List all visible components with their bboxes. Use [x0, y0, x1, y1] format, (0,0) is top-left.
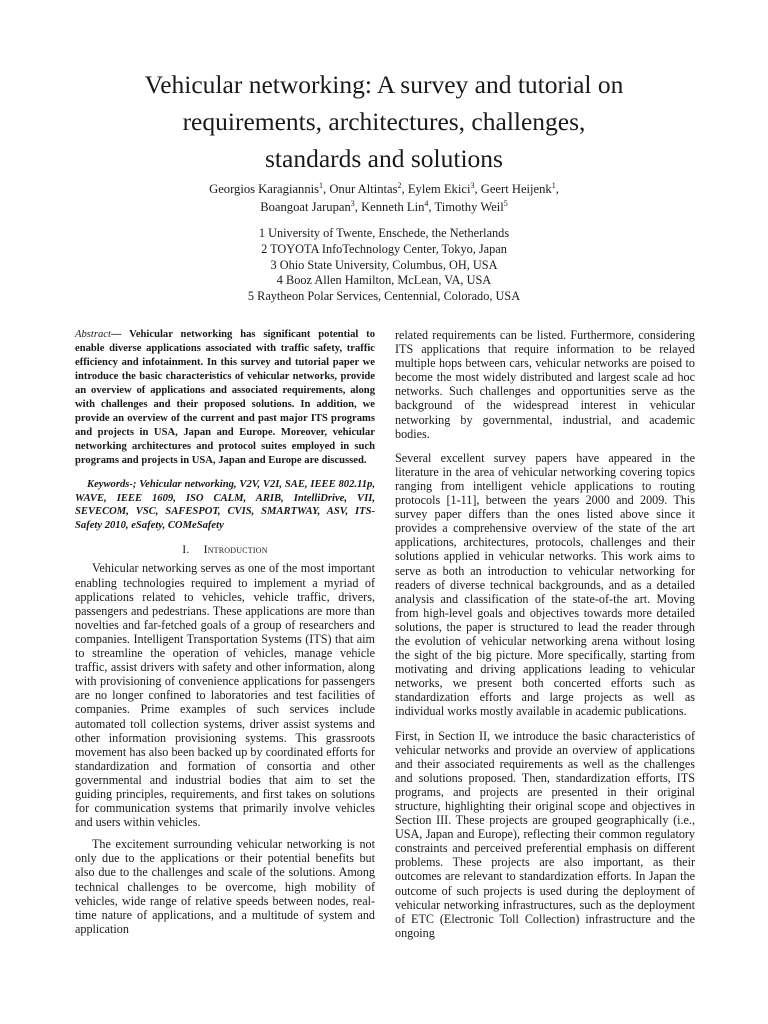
author-name: Boangoat Jarupan	[260, 200, 351, 214]
author-separator: ,	[323, 182, 330, 196]
author-affiliation-mark: 1	[319, 180, 324, 190]
author-affiliation-mark: 4	[424, 198, 429, 208]
author-separator: ,	[401, 182, 408, 196]
author-name: Onur Altintas	[329, 182, 398, 196]
author-line	[100, 198, 668, 216]
author-separator: ,	[354, 200, 362, 214]
body-paragraph: related requirements can be listed. Furthermore, considering ITS applications that require information to be relayed multiple hops between cars, vehicular networks are poised to become the most widely distributed and largest scale ad hoc networks. Such challenges and opportunities serve as the background of the widespread interest in vehicular networking by governmental, industrial, and academic bodies.	[395, 328, 695, 441]
author-name: Timothy Weil	[434, 200, 504, 214]
paper-title	[70, 66, 698, 177]
keywords: Keywords-; Vehicular networking, V2V, V2I, SAE, IEEE 802.11p, WAVE, IEEE 1609, ISO CALM, ARIB, IntelliDrive, VII, SEVECOM, VSC, SAFESPOT, CVIS, SMARTWAY, ASV, ITS-Safety 2010, eSafety, COMeSafety	[75, 479, 375, 531]
title-line: Vehicular networking: A survey and tutorial on	[144, 70, 624, 99]
abstract-text: Vehicular networking has significant potential to enable diverse applications associated with traffic safety, traffic efficiency and infotainment. In this survey and tutorial paper we introduce the basic characteristics of vehicular networks, provide an overview of applications and associated requirements, along with challenges and their proposed solutions. In addition, we provide an overview of the current and past major ITS programs and projects in USA, Japan and Europe. Moreover, vehicular networking architectures and protocol suites employed in such programs and projects in USA, Japan and Europe are discussed.	[75, 329, 375, 466]
left-column	[75, 328, 375, 936]
body-paragraph: Vehicular networking serves as one of the most important enabling technologies required to implement a myriad of applications related to vehicles, vehicle traffic, drivers, passengers and pedestrians. These applications are more than novelties and far-fetched goals of a group of researchers and companies. Intelligent Transportation Systems (ITS) that aim to streamline the operation of vehicles, manage vehicle traffic, assist drivers with safety and other information, along with provisioning of convenience applications for passengers are no longer confined to laboratories and test facilities of companies. Prime examples of such services include automated toll collection systems, driver assist systems and other information provisioning systems. This grassroots movement has also been backed up by coordinated efforts for standardization and formation of consortia and other governmental and industrial bodies that aim to set the guiding principles, requirements, and first takes on solutions for communication systems that primarily involve vehicles and users within vehicles.	[75, 561, 375, 830]
body-paragraph: Several excellent survey papers have appeared in the literature in the area of vehicular networking covering topics ranging from intelligent vehicle applications to routing protocols [1-11], between the years 2000 and 2009. This survey paper differs than the ones listed above since it provides a comprehensive overview of the state of the art applications, architectures, protocols, challenges and their solutions applied in vehicular networks. This work aims to serve as both an introduction to vehicular networking for readers of diverse technical backgrounds, and as a detailed analysis and classification of the state-of-the art. Moving from high-level goals and objectives towards more detailed solutions, the paper is structured to lead the reader through the evolution of vehicular networking arena without losing the sight of the big picture. More specifically, starting from motivating and driving applications leading to vehicular networks, we present both concerted efforts such as standardization efforts and large projects as well as individual works mostly available in academic publications.	[395, 450, 695, 719]
abstract	[75, 328, 375, 468]
abstract-dash: —	[110, 329, 130, 340]
author-affiliation-mark: 1	[551, 180, 556, 190]
author-affiliation-mark: 3	[350, 198, 355, 208]
section-heading-introduction	[75, 542, 375, 556]
title-line: standards and solutions	[265, 144, 503, 173]
affiliation-list	[150, 226, 618, 305]
author-separator: ,	[428, 200, 435, 214]
body-paragraph: The excitement surrounding vehicular networking is not only due to the applications or their potential benefits but also due to the challenges and scale of the solutions. Among technical challenges to be overcome, high mobility of vehicles, wide range of relative speeds between nodes, real-time nature of applications, and a multitude of system and application	[75, 837, 375, 936]
abstract-label: Abstract	[75, 329, 111, 340]
author-name: Geert Heijenk	[480, 182, 552, 196]
author-name: Eylem Ekici	[407, 182, 471, 196]
section-title: Introduction	[203, 542, 268, 557]
right-column	[395, 328, 695, 950]
title-line: requirements, architectures, challenges,	[182, 107, 586, 136]
author-affiliation-mark: 3	[470, 180, 475, 190]
author-name: Kenneth Lin	[361, 200, 425, 214]
author-separator: ,	[555, 182, 559, 196]
body-paragraph: First, in Section II, we introduce the basic characteristics of vehicular networks and provide an overview of applications and their associated requirements as well as the challenges and solutions proposed. Then, standardization efforts, ITS programs, and projects are presented in their original structure, highlighting their original scope and objectives in Section III. These projects are grouped geographically (i.e., USA, Japan and Europe), reflecting their common regulatory constraints and perceived preferential emphasis on different problems. These projects are also important, as their outcomes are relevant to standardization efforts. In Japan the outcome of such projects is used during the deployment of vehicular networking infrastructures, such as the deployment of ETC (Electronic Toll Collection) infrastructure and the ongoing	[395, 728, 695, 940]
affiliation-line: 4 Booz Allen Hamilton, McLean, VA, USA	[276, 273, 492, 288]
author-name: Georgios Karagiannis	[209, 182, 320, 196]
affiliation-line: 3 Ohio State University, Columbus, OH, USA	[270, 257, 498, 272]
affiliation-line: 2 TOYOTA InfoTechnology Center, Tokyo, Japan	[261, 241, 507, 256]
author-list	[100, 180, 668, 216]
section-number: I.	[182, 542, 190, 557]
author-line	[100, 180, 668, 198]
author-separator: ,	[474, 182, 481, 196]
affiliation-line: 5 Raytheon Polar Services, Centennial, Colorado, USA	[247, 289, 521, 304]
affiliation-line: 1 University of Twente, Enschede, the Netherlands	[258, 226, 510, 240]
author-affiliation-mark: 5	[503, 198, 508, 208]
author-affiliation-mark: 2	[397, 180, 402, 190]
